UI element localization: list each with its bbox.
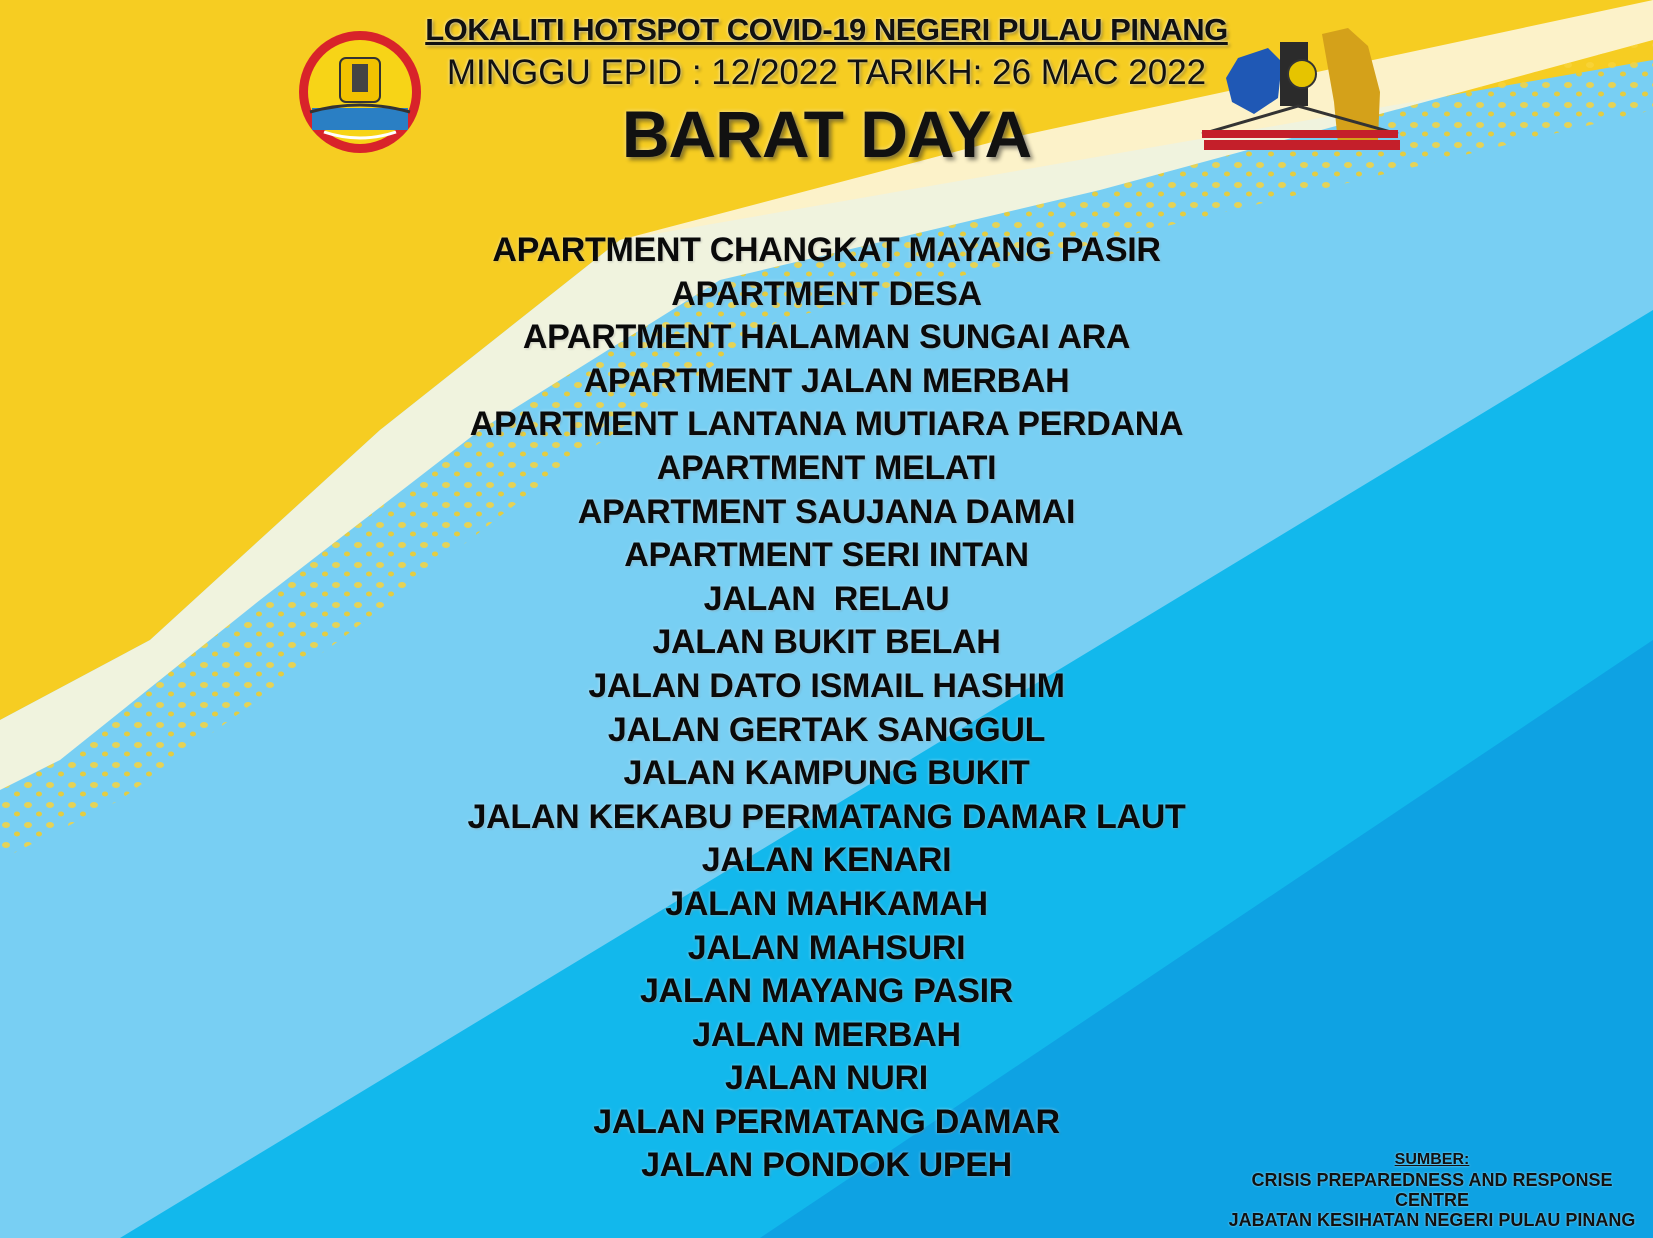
list-item: JALAN KEKABU PERMATANG DAMAR LAUT (467, 797, 1186, 836)
list-item: JALAN GERTAK SANGGUL (607, 710, 1046, 749)
list-item: JALAN MAHSURI (687, 928, 966, 967)
list-item: JALAN KAMPUNG BUKIT (623, 754, 1030, 793)
list-item: APARTMENT DESA (671, 274, 982, 313)
list-item: JALAN NURI (725, 1059, 928, 1098)
list-item: APARTMENT MELATI (656, 448, 997, 487)
list-item: APARTMENT SAUJANA DAMAI (577, 492, 1076, 531)
source-label: SUMBER: (1394, 1151, 1470, 1168)
list-item: APARTMENT HALAMAN SUNGAI ARA (522, 318, 1131, 357)
list-item: JALAN PERMATANG DAMAR (593, 1102, 1060, 1141)
list-item: JALAN MAYANG PASIR (639, 972, 1014, 1011)
list-item: APARTMENT LANTANA MUTIARA PERDANA (469, 405, 1184, 444)
list-item: JALAN KENARI (701, 841, 952, 880)
list-item: JALAN MAHKAMAH (665, 884, 988, 923)
list-item: JALAN RELAU (703, 579, 950, 618)
page-title: LOKALITI HOTSPOT COVID-19 NEGERI PULAU PINANG (425, 12, 1228, 47)
list-item: APARTMENT JALAN MERBAH (583, 361, 1070, 400)
hotspot-locality-list (0, 229, 1653, 1188)
list-item: APARTMENT CHANGKAT MAYANG PASIR (492, 231, 1161, 269)
source-credit (1220, 1150, 1644, 1230)
list-item: JALAN PONDOK UPEH (641, 1146, 1012, 1185)
list-item: JALAN BUKIT BELAH (652, 623, 1001, 662)
district-heading: BARAT DAYA (621, 97, 1032, 171)
source-line: JABATAN KESIHATAN NEGERI PULAU PINANG (1228, 1210, 1636, 1230)
list-item: JALAN DATO ISMAIL HASHIM (588, 666, 1065, 705)
source-line: CENTRE (1394, 1190, 1469, 1210)
epid-week-date: MINGGU EPID : 12/2022 TARIKH: 26 MAC 2022 (446, 53, 1207, 92)
source-line: CRISIS PREPAREDNESS AND RESPONSE (1251, 1170, 1613, 1190)
list-item: JALAN MERBAH (692, 1015, 961, 1054)
list-item: APARTMENT SERI INTAN (624, 536, 1029, 575)
